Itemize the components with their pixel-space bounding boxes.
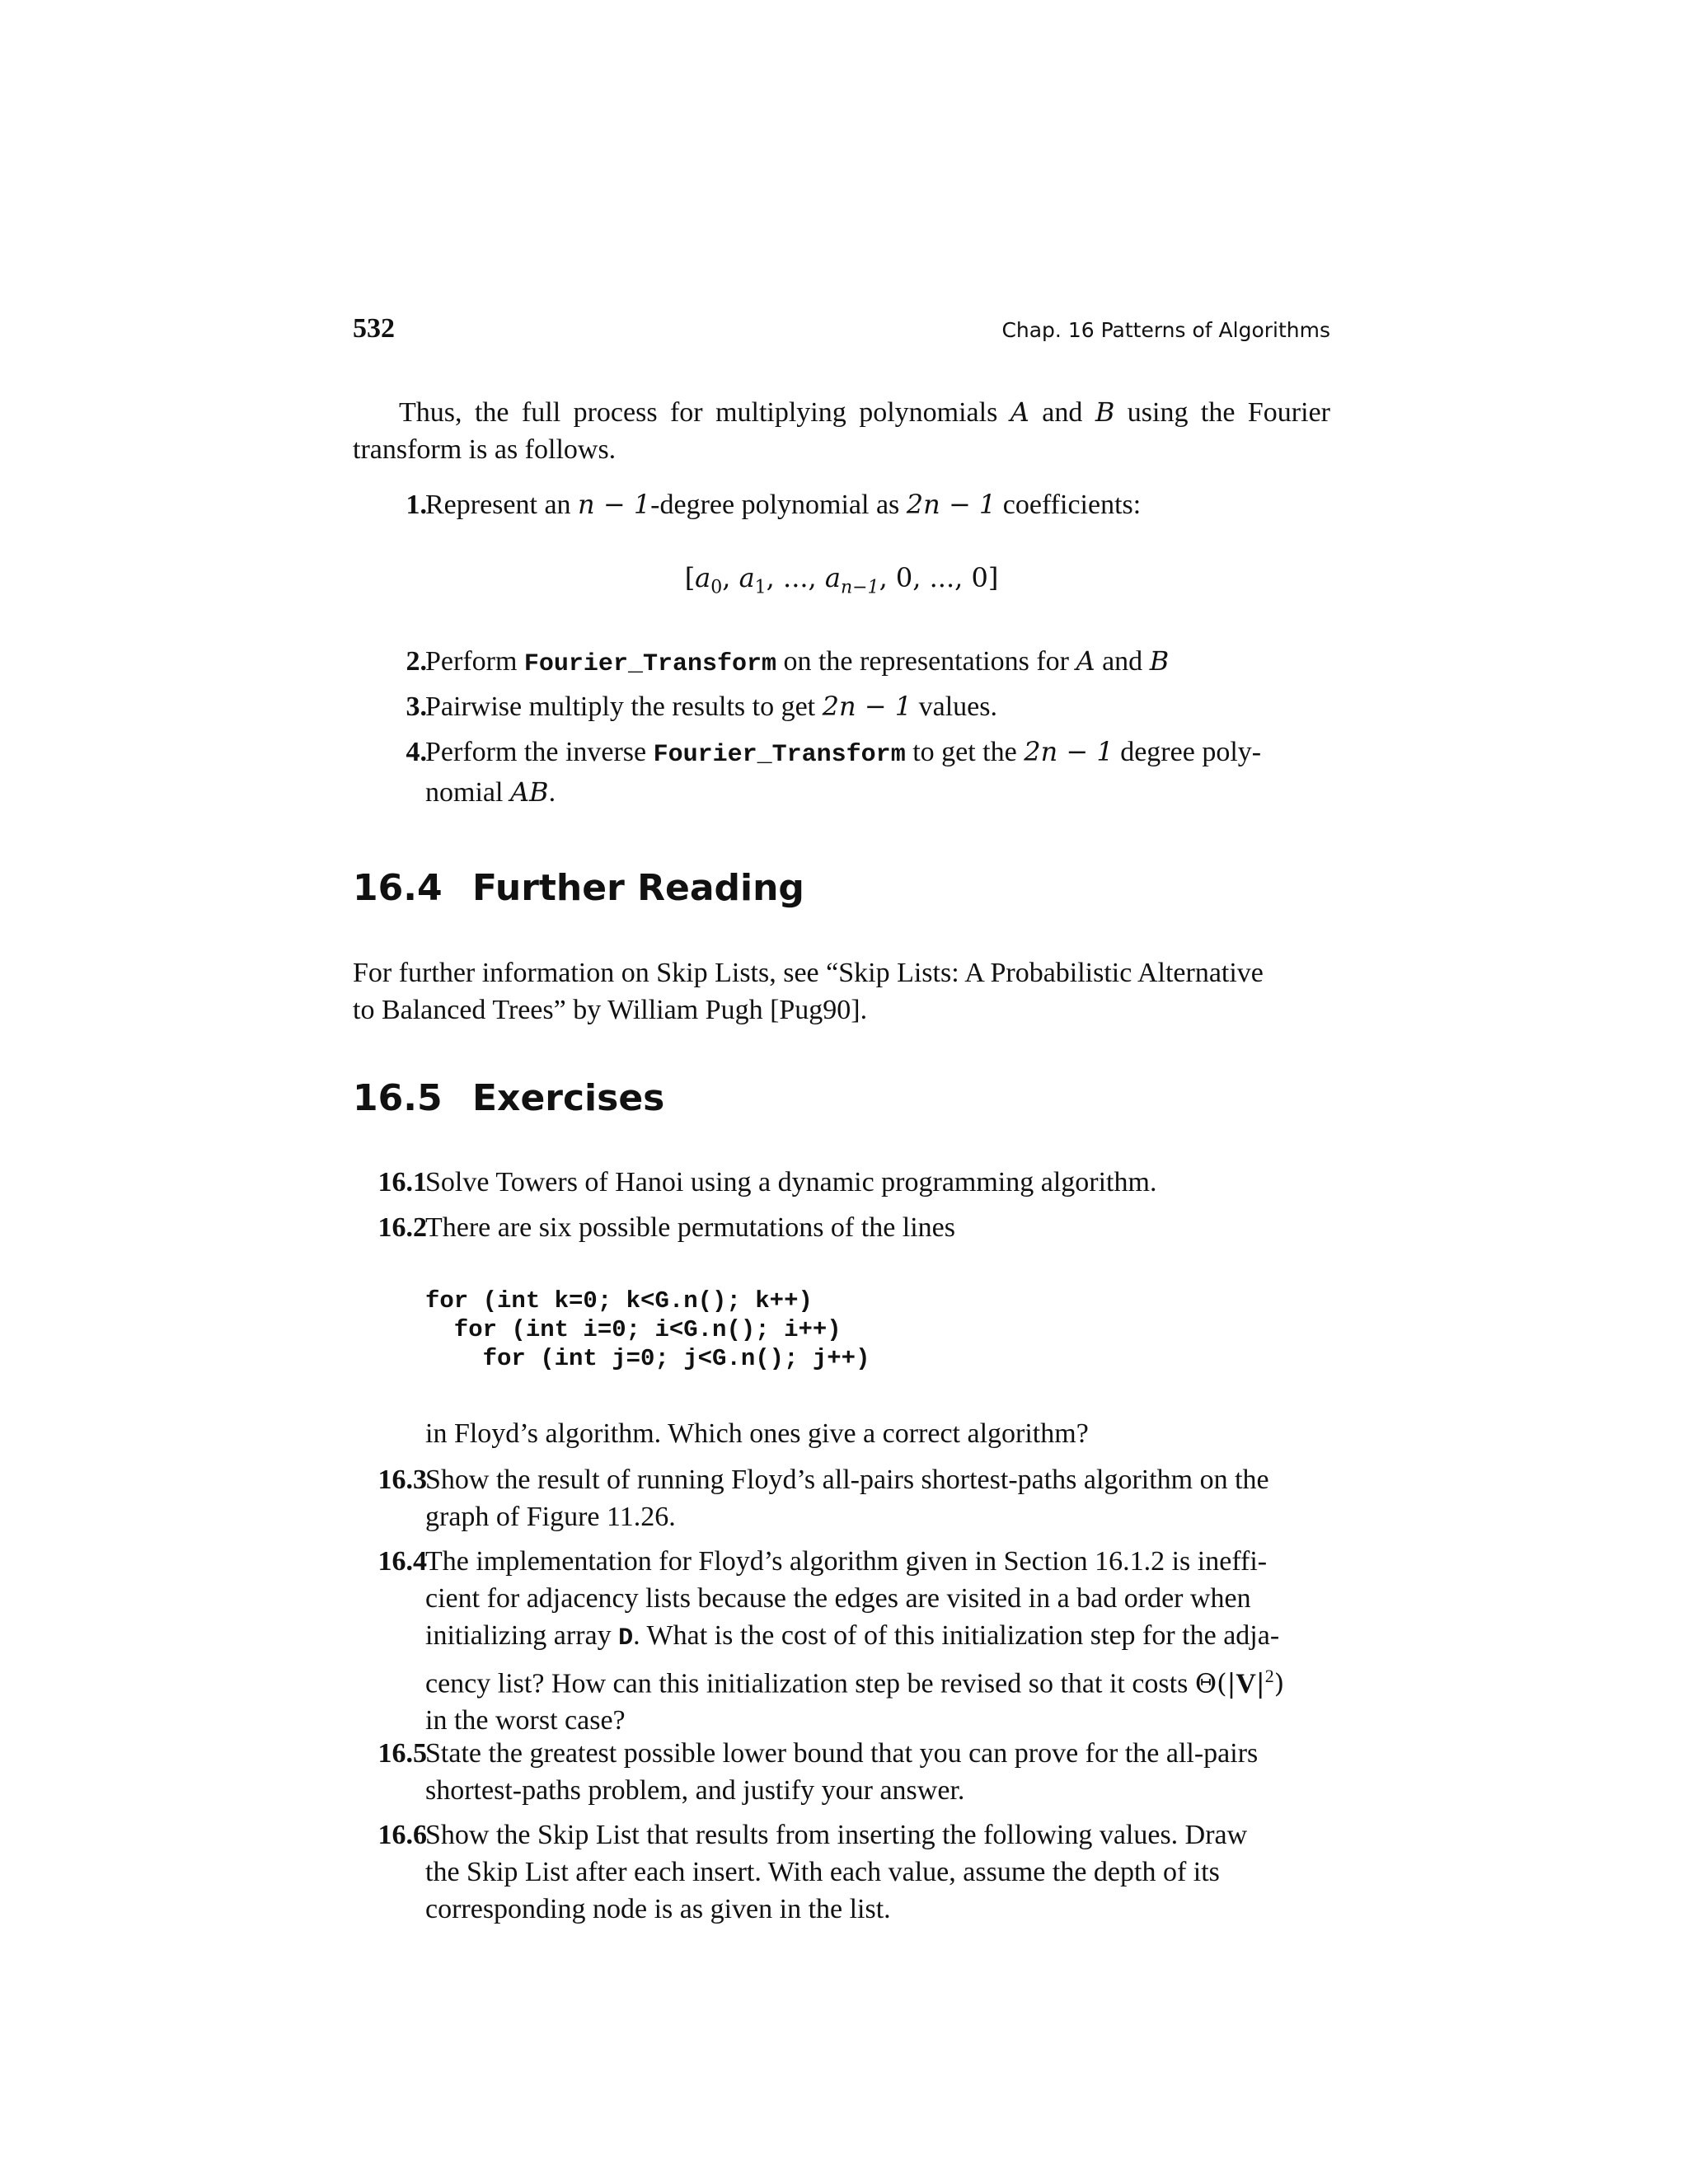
step-text: Perform Fourier_Transform on the representations for A and B [425, 645, 1170, 678]
exercise-text: Show the result of running Floyd’s all-pairs shortest-paths algorithm on the graph of Figure 11.26. [425, 1465, 1269, 1532]
coefficient-vector-equation: [$a_0$, $a_1$, ..., $a_{n-1}$, 0, ..., 0] [684, 562, 999, 598]
step-number: 1. [406, 490, 427, 520]
exercise-number: 16.4 [377, 1546, 427, 1577]
exercise-number: 16.3 [377, 1465, 427, 1495]
exercise-text: The implementation for Floyd’s algorithm given in Section 16.1.2 is ineffi- cient for adjacency lists because the edges are visited in a bad order when initializing array D. What is the cost of of this initialization step for the adja- cency list? How can this initialization step be revised so that it costs $\Theta(|V|^2)$ in the worst case? [425, 1546, 1285, 1736]
running-head [353, 313, 1330, 354]
step-number: 4. [406, 737, 427, 767]
exercise-text: There are six possible permutations of the lines [425, 1212, 955, 1243]
step-number: 3. [406, 691, 427, 722]
step-text: Pairwise multiply the results to get 2n − 1 values. [425, 691, 997, 722]
page-number: 532 [353, 313, 395, 344]
exercise-text: Show the Skip List that results from inserting the following values. Draw the Skip List after each insert. With each value, assume the depth of its corresponding node is as given in the list. [425, 1820, 1248, 1924]
section-heading-exercises: 16.5 Exercises [353, 1077, 665, 1119]
step-text: Perform the inverse Fourier_Transform to get the 2n − 1 degree poly- nomial AB. [425, 736, 1262, 808]
section-heading-further-reading: 16.4 Further Reading [353, 867, 804, 909]
exercise-text: Solve Towers of Hanoi using a dynamic programming algorithm. [425, 1167, 1157, 1197]
intro-paragraph: Thus, the full process for multiplying polynomials A and B using the Fourier transform is as follows. [353, 396, 1330, 465]
exercise-number: 16.1 [377, 1167, 427, 1197]
step-text: Represent an n − 1-degree polynomial as 2n − 1 coefficients: [425, 489, 1142, 520]
exercise-number: 16.6 [377, 1820, 427, 1850]
exercise-number: 16.2 [377, 1212, 427, 1243]
step-number: 2. [406, 646, 427, 677]
code-listing-floyd-loops: for (int k=0; k<G.n(); k++) for (int i=0; i<G.n(); i++) for (int j=0; j<G.n(); j++) [425, 1287, 870, 1372]
exercise-number: 16.5 [377, 1738, 427, 1769]
chapter-title: Chap. 16 Patterns of Algorithms [1001, 318, 1330, 342]
further-reading-paragraph: For further information on Skip Lists, see “Skip Lists: A Probabilistic Alternative to Balanced Trees” by William Pugh [Pug90]. [353, 958, 1264, 1025]
exercise-text: State the greatest possible lower bound that you can prove for the all-pairs shortest-paths problem, and justify your answer. [425, 1738, 1259, 1806]
